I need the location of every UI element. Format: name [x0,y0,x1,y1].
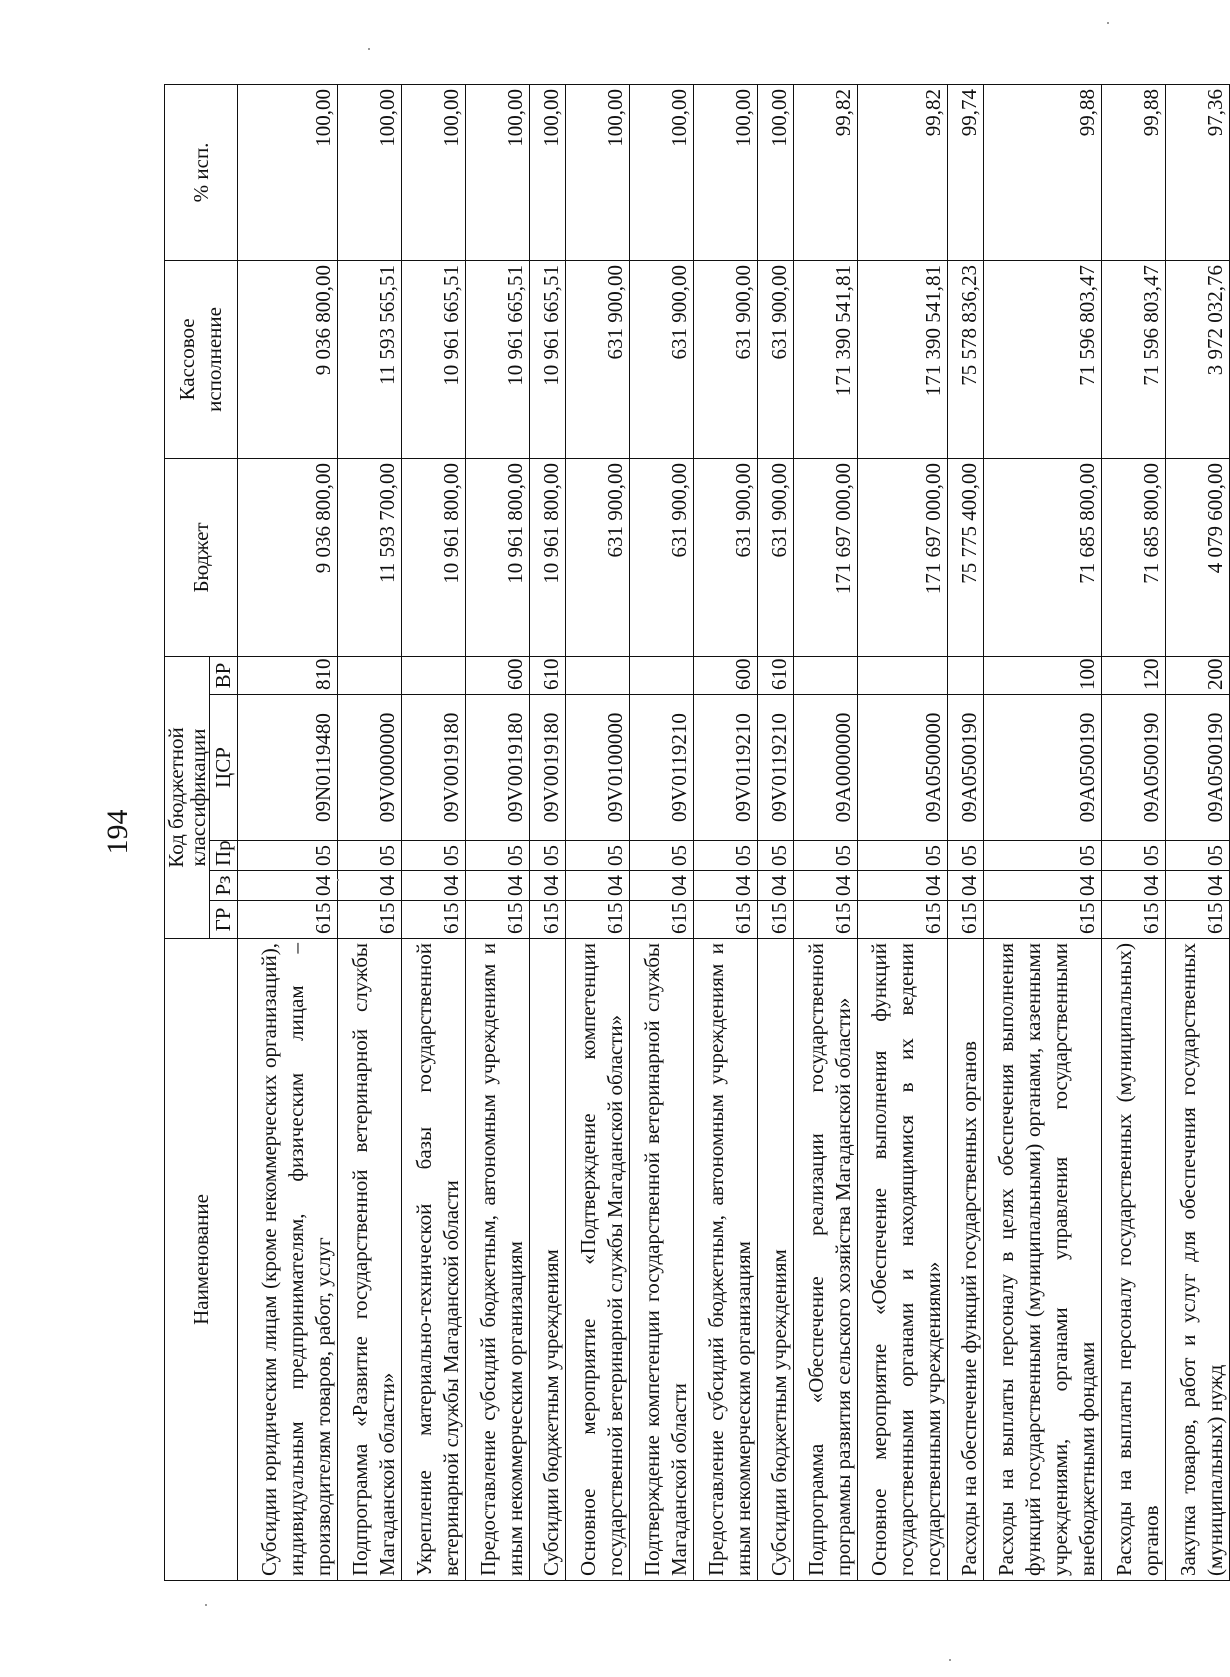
row-budget: 4 079 600,00 [1166,458,1230,656]
scan-speck [337,879,339,881]
scan-speck [368,48,370,50]
row-budget: 10 961 800,00 [530,458,566,656]
row-csr: 09V0119210 [758,695,794,841]
row-percent: 100,00 [630,84,694,260]
row-percent: 99,82 [858,84,948,260]
row-budget: 171 697 000,00 [794,458,858,656]
row-gr: 615 [238,901,338,939]
row-budget: 71 685 800,00 [984,458,1102,656]
row-pr: 05 [794,841,858,871]
row-pr: 05 [402,841,466,871]
page-number: 194 [101,809,134,855]
row-pr: 05 [948,841,984,871]
row-rz: 04 [530,871,566,901]
header-csr: ЦСР [210,695,238,841]
row-vr: 100 [984,656,1102,694]
row-vr: 610 [758,656,794,694]
scan-speck [205,1604,207,1606]
row-vr: 610 [530,656,566,694]
table-row [858,84,948,1580]
row-name: Укрепление материально-технической базы государственной ветеринарной службы Магаданской области [402,939,466,1581]
row-gr: 615 [566,901,630,939]
row-budget: 631 900,00 [566,458,630,656]
row-pr: 05 [530,841,566,871]
row-csr: 09V0019180 [530,695,566,841]
row-vr [794,656,858,694]
row-budget: 631 900,00 [694,458,758,656]
row-budget: 631 900,00 [630,458,694,656]
table-row [794,84,858,1580]
row-pr: 05 [694,841,758,871]
row-name: Субсидии бюджетным учреждениям [758,939,794,1581]
row-execution: 631 900,00 [566,260,630,458]
row-budget: 631 900,00 [758,458,794,656]
row-name: Расходы на выплаты персоналу в целях обеспечения выполнения функций государственными (муниципальными) органами, казенными учреждениями, органами управления государственными внебюджетными фондами [984,939,1102,1581]
row-budget: 11 593 700,00 [338,458,402,656]
table-row [1166,84,1230,1580]
row-percent: 100,00 [758,84,794,260]
row-rz: 04 [566,871,630,901]
row-budget: 10 961 800,00 [466,458,530,656]
row-rz: 04 [338,871,402,901]
row-name: Подтверждение компетенции государственной ветеринарной службы Магаданской области [630,939,694,1581]
row-pr: 05 [238,841,338,871]
row-vr [630,656,694,694]
row-percent: 100,00 [530,84,566,260]
row-rz: 04 [858,871,948,901]
row-csr: 09V0019180 [402,695,466,841]
scan-speck [1107,22,1109,24]
row-execution: 10 961 665,51 [402,260,466,458]
row-budget: 71 685 800,00 [1102,458,1166,656]
row-pr: 05 [758,841,794,871]
table-row [984,84,1102,1580]
row-name: Предоставление субсидий бюджетным, автономным учреждениям и иным некоммерческим организациям [694,939,758,1581]
row-percent: 100,00 [338,84,402,260]
row-pr: 05 [858,841,948,871]
row-execution: 171 390 541,81 [794,260,858,458]
row-percent: 99,88 [984,84,1102,260]
row-rz: 04 [1166,871,1230,901]
row-vr: 120 [1102,656,1166,694]
row-rz: 04 [758,871,794,901]
row-name: Субсидии бюджетным учреждениям [530,939,566,1581]
row-csr: 09V0000000 [338,695,402,841]
row-gr: 615 [694,901,758,939]
row-name: Расходы на выплаты персоналу государственных (муниципальных) органов [1102,939,1166,1581]
row-rz: 04 [402,871,466,901]
row-execution: 631 900,00 [694,260,758,458]
row-csr: 09A0500190 [948,695,984,841]
row-percent: 99,88 [1102,84,1166,260]
row-percent: 100,00 [466,84,530,260]
table-row [338,84,402,1580]
row-name: Основное мероприятие «Подтверждение компетенции государственной ветеринарной службы Магаданской области» [566,939,630,1581]
row-execution: 171 390 541,81 [858,260,948,458]
row-rz: 04 [238,871,338,901]
row-percent: 100,00 [238,84,338,260]
row-csr: 09V0119210 [630,695,694,841]
row-gr: 615 [1102,901,1166,939]
row-pr: 05 [1166,841,1230,871]
row-execution: 9 036 800,00 [238,260,338,458]
row-pr: 05 [338,841,402,871]
row-execution: 71 596 803,47 [1102,260,1166,458]
row-vr [566,656,630,694]
table-row [566,84,630,1580]
row-vr [858,656,948,694]
row-name: Предоставление субсидий бюджетным, автономным учреждениям и иным некоммерческим организациям [466,939,530,1581]
row-budget: 171 697 000,00 [858,458,948,656]
row-csr: 09A0500190 [1102,695,1166,841]
row-budget: 9 036 800,00 [238,458,338,656]
row-pr: 05 [466,841,530,871]
row-execution: 10 961 665,51 [530,260,566,458]
row-rz: 04 [984,871,1102,901]
row-pr: 05 [630,841,694,871]
row-percent: 99,82 [794,84,858,260]
header-budget: Бюджет [165,458,238,656]
row-gr: 615 [1166,901,1230,939]
row-name: Основное мероприятие «Обеспечение выполнения функций государственными органами и находящимися в их ведении государственными учреждениями» [858,939,948,1581]
header-code-group: Код бюджетной классификации [165,656,210,938]
row-rz: 04 [794,871,858,901]
row-vr: 200 [1166,656,1230,694]
table-body [238,84,1230,1580]
table-row [630,84,694,1580]
table-row [948,84,984,1580]
row-gr: 615 [948,901,984,939]
header-rz: Рз [210,871,238,901]
row-csr: 09A0000000 [794,695,858,841]
table-row [238,84,338,1580]
row-pr: 05 [984,841,1102,871]
row-execution: 11 593 565,51 [338,260,402,458]
row-name: Расходы на обеспечение функций государственных органов [948,939,984,1581]
table-row [694,84,758,1580]
table-row [1102,84,1166,1580]
row-pr: 05 [1102,841,1166,871]
row-percent: 97,36 [1166,84,1230,260]
row-pr: 05 [566,841,630,871]
row-csr: 09V0119210 [694,695,758,841]
row-rz: 04 [466,871,530,901]
row-percent: 100,00 [566,84,630,260]
row-gr: 615 [984,901,1102,939]
row-gr: 615 [530,901,566,939]
row-percent: 100,00 [402,84,466,260]
row-csr: 09A0500000 [858,695,948,841]
row-csr: 09N0119480 [238,695,338,841]
row-gr: 615 [758,901,794,939]
table-row [758,84,794,1580]
row-csr: 09A0500190 [984,695,1102,841]
row-execution: 3 972 032,76 [1166,260,1230,458]
budget-table [164,84,1230,1581]
row-rz: 04 [630,871,694,901]
row-vr: 600 [466,656,530,694]
row-rz: 04 [948,871,984,901]
header-name: Наименование [165,939,238,1581]
table-row [402,84,466,1580]
row-budget: 10 961 800,00 [402,458,466,656]
rotated-table-container [164,85,1227,1581]
scan-speck [949,1659,951,1661]
row-gr: 615 [402,901,466,939]
row-rz: 04 [1102,871,1166,901]
row-execution: 75 578 836,23 [948,260,984,458]
row-name: Субсидии юридическим лицам (кроме некоммерческих организаций), индивидуальным предпринимателям, физическим лицам – производителям товаров, работ, услуг [238,939,338,1581]
row-gr: 615 [630,901,694,939]
header-percent: % исп. [165,84,238,260]
header-gr: ГР [210,901,238,939]
row-vr [338,656,402,694]
row-gr: 615 [338,901,402,939]
table-row [530,84,566,1580]
row-vr: 600 [694,656,758,694]
header-execution: Кассовое исполнение [165,260,238,458]
row-rz: 04 [694,871,758,901]
row-gr: 615 [794,901,858,939]
row-gr: 615 [858,901,948,939]
row-csr: 09V0019180 [466,695,530,841]
row-budget: 75 775 400,00 [948,458,984,656]
header-vr: ВР [210,656,238,694]
row-gr: 615 [466,901,530,939]
row-vr: 810 [238,656,338,694]
row-percent: 100,00 [694,84,758,260]
row-name: Подпрограмма «Обеспечение реализации государственной программы развития сельского хозяйства Магаданской области» [794,939,858,1581]
row-name: Подпрограмма «Развитие государственной ветеринарной службы Магаданской области» [338,939,402,1581]
row-execution: 631 900,00 [758,260,794,458]
row-csr: 09V0100000 [566,695,630,841]
row-csr: 09A0500190 [1166,695,1230,841]
row-execution: 71 596 803,47 [984,260,1102,458]
header-pr: Пр [210,841,238,871]
row-vr [402,656,466,694]
row-execution: 631 900,00 [630,260,694,458]
row-execution: 10 961 665,51 [466,260,530,458]
row-percent: 99,74 [948,84,984,260]
row-name: Закупка товаров, работ и услуг для обеспечения государственных (муниципальных) нужд [1166,939,1230,1581]
table-row [466,84,530,1580]
row-vr [948,656,984,694]
